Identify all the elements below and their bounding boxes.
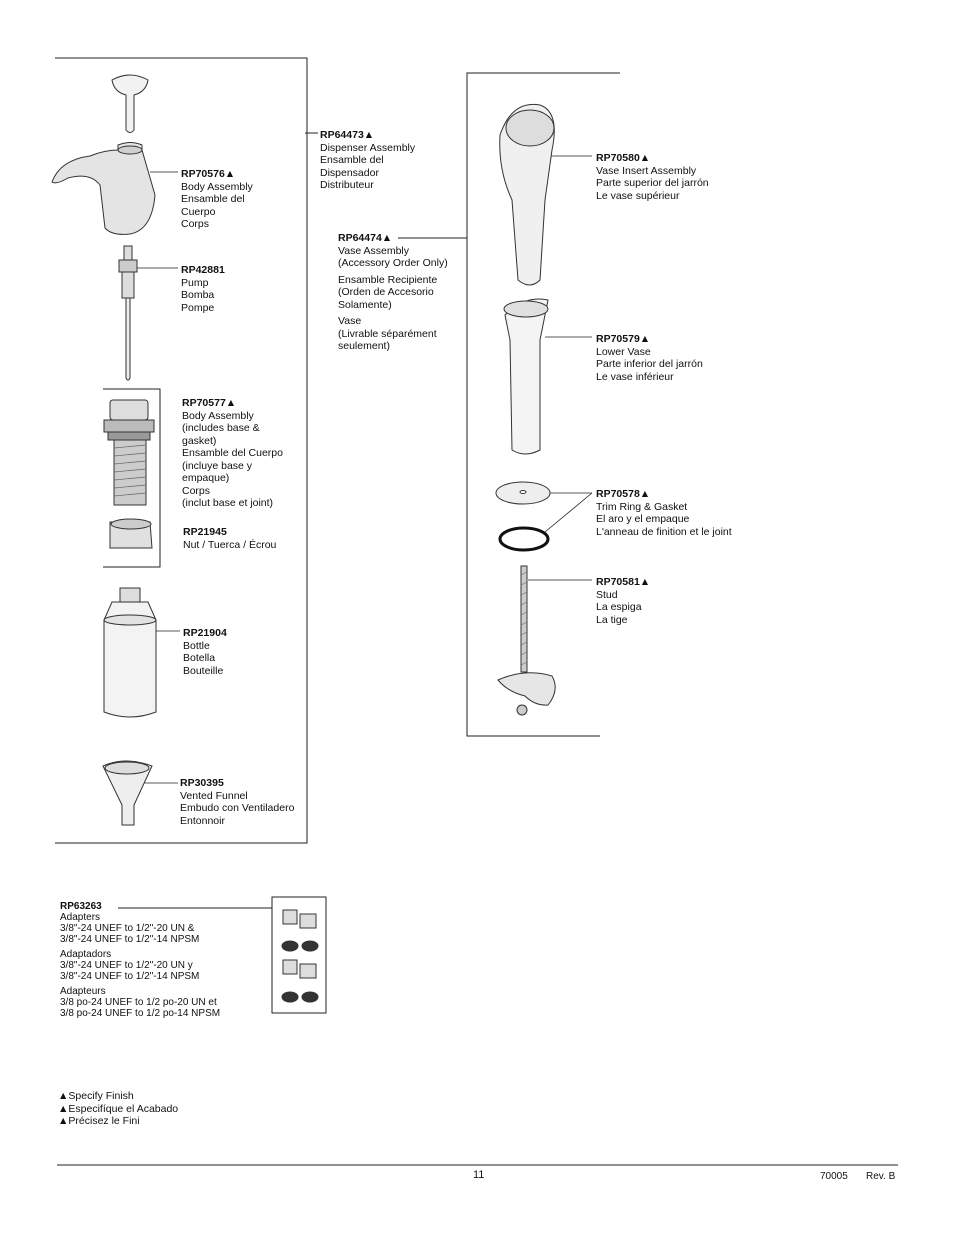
part-rp64473 bbox=[320, 129, 415, 192]
part-number: RP70577▲ bbox=[182, 397, 237, 409]
part-number: RP70578▲ bbox=[596, 488, 651, 500]
part-desc: Adapters bbox=[60, 912, 101, 923]
part-rp64474 bbox=[338, 232, 448, 353]
part-desc: Corps bbox=[182, 484, 211, 497]
part-desc: Parte superior del jarrón bbox=[596, 177, 709, 189]
part-desc: Body Assembly bbox=[182, 409, 254, 422]
part-desc: 3/8"-24 UNEF to 1/2"-14 NPSM bbox=[60, 934, 200, 945]
part-rp42881 bbox=[181, 264, 225, 314]
part-rp21904 bbox=[183, 627, 227, 677]
part-desc: Ensamble del Cuerpo bbox=[182, 447, 283, 459]
part-rp30395 bbox=[180, 777, 294, 827]
part-desc: empaque) bbox=[182, 472, 230, 484]
part-desc: Ensamble del bbox=[181, 193, 245, 205]
page-number: 11 bbox=[473, 1169, 485, 1181]
part-rp70580 bbox=[596, 152, 709, 202]
part-desc: Pump bbox=[181, 276, 209, 289]
part-desc: Nut / Tuerca / Écrou bbox=[183, 538, 277, 551]
part-desc: 3/8 po-24 UNEF to 1/2 po-14 NPSM bbox=[60, 1008, 221, 1019]
part-desc: Ensamble del bbox=[320, 154, 384, 166]
part-desc: Corps bbox=[181, 218, 210, 230]
finish-note-line: ▲Especifíque el Acabado bbox=[58, 1102, 179, 1115]
part-desc: seulement) bbox=[338, 340, 390, 352]
part-desc: Cuerpo bbox=[181, 205, 216, 218]
part-desc: L'anneau de finition et le joint bbox=[596, 525, 732, 538]
part-desc: Vase Assembly bbox=[338, 244, 410, 257]
part-desc: El aro y el empaque bbox=[596, 513, 690, 525]
part-desc: (includes base & bbox=[182, 422, 260, 434]
part-number: RP64473▲ bbox=[320, 129, 375, 141]
part-desc: Le vase inférieur bbox=[596, 370, 674, 383]
part-desc: 3/8"-24 UNEF to 1/2"-14 NPSM bbox=[60, 971, 200, 982]
part-number: RP64474▲ bbox=[338, 232, 393, 244]
part-desc: (incluye base y bbox=[182, 459, 253, 472]
part-desc: Body Assembly bbox=[181, 180, 253, 193]
part-desc: Bottle bbox=[183, 639, 210, 652]
part-desc: La tige bbox=[596, 613, 628, 626]
part-desc: Le vase supérieur bbox=[596, 189, 680, 202]
part-desc: Pompe bbox=[181, 301, 215, 314]
part-desc: Distributeur bbox=[320, 179, 374, 191]
part-number: RP70576▲ bbox=[181, 168, 236, 180]
part-desc: (Accessory Order Only) bbox=[338, 257, 448, 269]
part-desc: La espiga bbox=[596, 601, 642, 613]
part-desc: Embudo con Ventiladero bbox=[180, 802, 295, 814]
doc-number: 70005 bbox=[820, 1171, 848, 1182]
part-desc: Vase Insert Assembly bbox=[596, 164, 697, 177]
part-rp70578 bbox=[596, 488, 732, 538]
part-rp63263 bbox=[60, 901, 220, 1019]
part-number: RP30395 bbox=[180, 777, 224, 789]
part-number: RP63263 bbox=[60, 901, 102, 912]
part-number: RP70579▲ bbox=[596, 333, 651, 345]
part-number: RP70581▲ bbox=[596, 576, 651, 588]
part-desc: Bomba bbox=[181, 289, 215, 301]
part-number: RP42881 bbox=[181, 264, 225, 276]
part-number: RP21945 bbox=[183, 526, 227, 538]
part-desc: 3/8 po-24 UNEF to 1/2 po-20 UN et bbox=[60, 997, 217, 1008]
part-desc: Vase bbox=[338, 315, 362, 327]
part-rp70577 bbox=[182, 397, 283, 510]
part-desc: (Livrable séparément bbox=[338, 327, 437, 340]
part-desc: (inclut base et joint) bbox=[182, 497, 274, 509]
part-rp70576 bbox=[181, 168, 253, 231]
part-rp70581 bbox=[596, 576, 650, 626]
part-desc: Vented Funnel bbox=[180, 789, 248, 802]
part-rp70579 bbox=[596, 333, 703, 383]
part-desc: 3/8"-24 UNEF to 1/2"-20 UN & bbox=[60, 923, 195, 934]
part-number: RP21904 bbox=[183, 627, 227, 639]
part-rp21945 bbox=[183, 526, 276, 551]
part-desc: Bouteille bbox=[183, 664, 224, 677]
revision: Rev. B bbox=[866, 1171, 896, 1182]
part-desc: Trim Ring & Gasket bbox=[596, 500, 688, 513]
part-desc: Dispensador bbox=[320, 166, 379, 179]
finish-note-line: ▲Specify Finish bbox=[58, 1090, 134, 1102]
part-desc: Dispenser Assembly bbox=[320, 141, 416, 154]
part-number: RP70580▲ bbox=[596, 152, 651, 164]
part-desc: Lower Vase bbox=[596, 345, 651, 358]
part-desc: Botella bbox=[183, 652, 216, 664]
part-desc: Adapteurs bbox=[60, 986, 106, 997]
part-desc: Adaptadors bbox=[60, 949, 112, 960]
part-desc: 3/8"-24 UNEF to 1/2"-20 UN y bbox=[60, 960, 193, 971]
part-desc: gasket) bbox=[182, 434, 217, 447]
part-desc: Ensamble Recipiente bbox=[338, 273, 438, 286]
part-desc: Parte inferior del jarrón bbox=[596, 358, 703, 370]
part-desc: Entonnoir bbox=[180, 814, 225, 827]
part-desc: (Orden de Accesorio bbox=[338, 286, 434, 298]
part-desc: Solamente) bbox=[338, 298, 392, 311]
part-desc: Stud bbox=[596, 588, 618, 601]
finish-note bbox=[58, 1090, 178, 1128]
finish-note-line: ▲Précisez le Fini bbox=[58, 1115, 140, 1127]
